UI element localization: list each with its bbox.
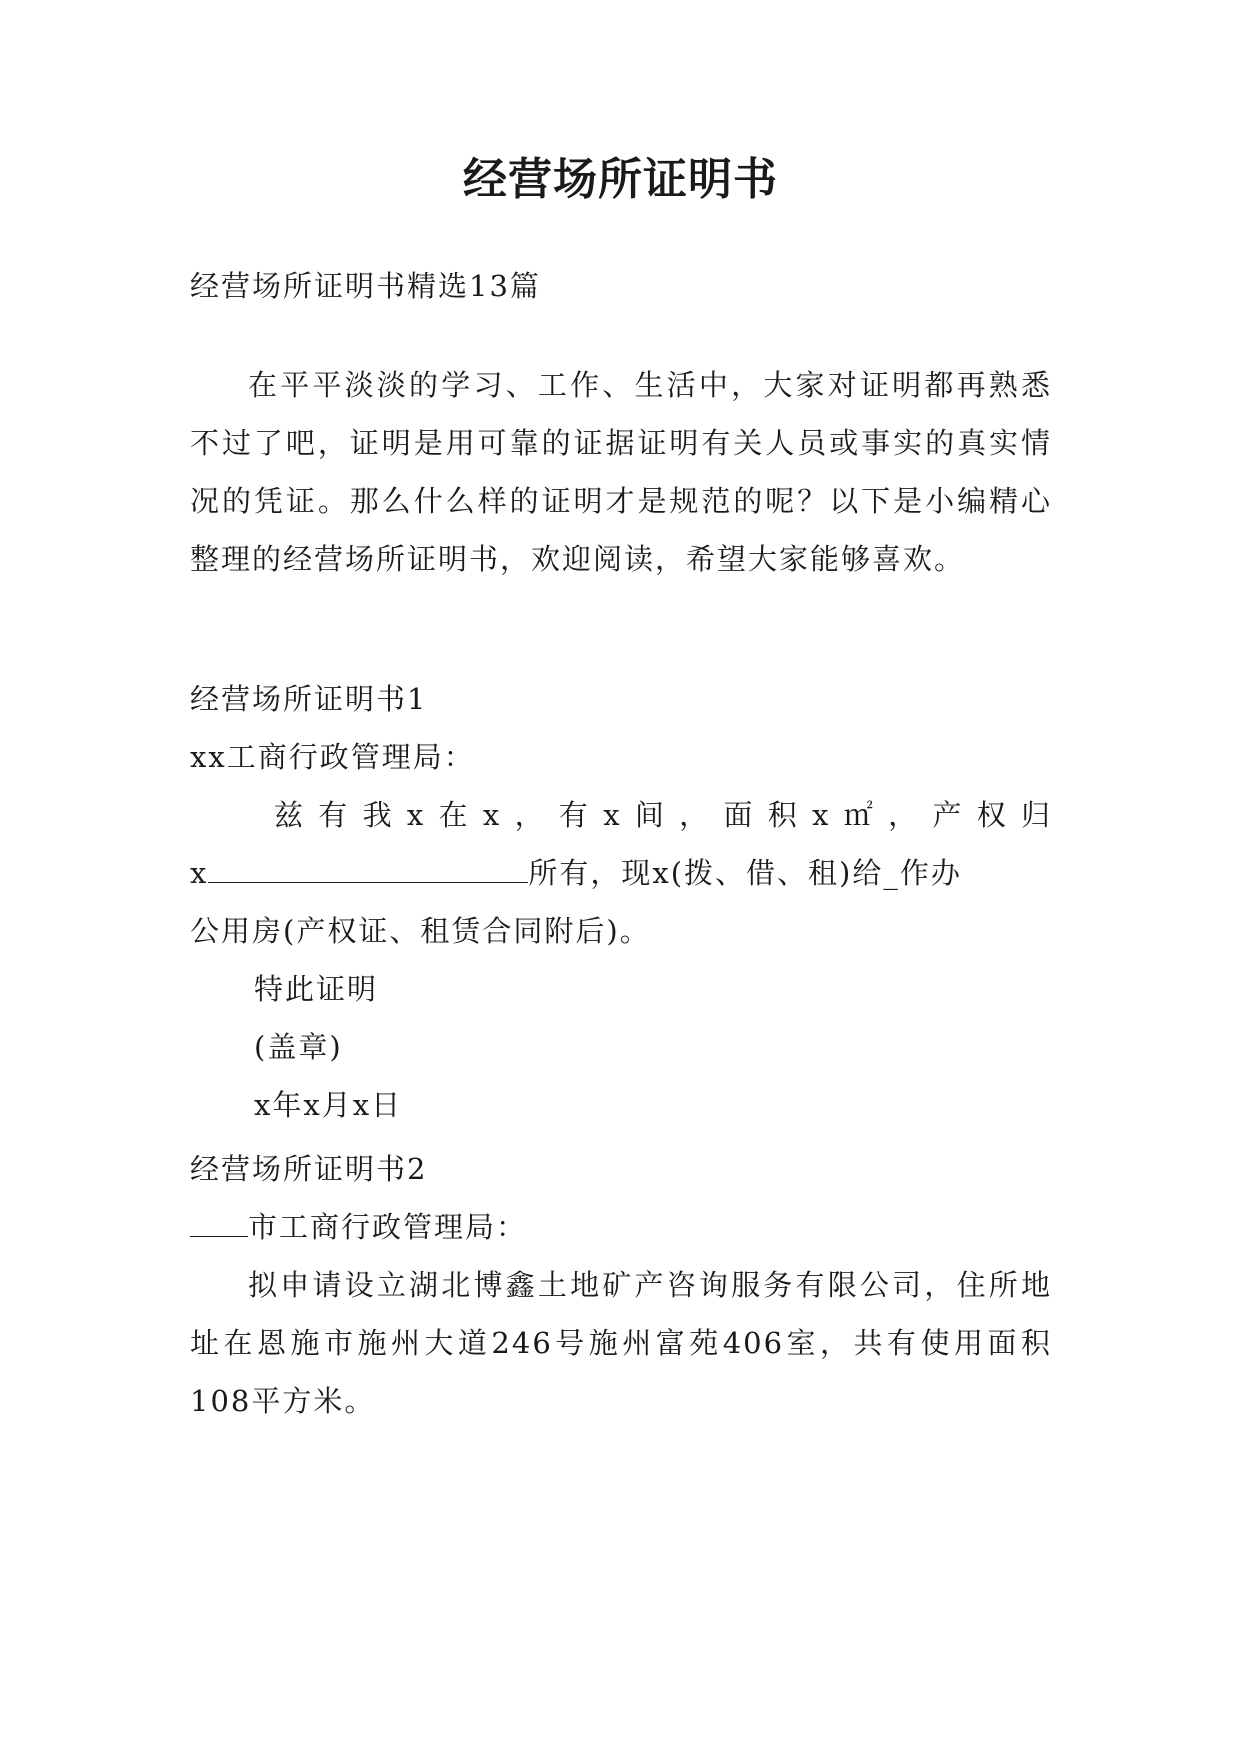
section-1-closing: 特此证明: [254, 972, 379, 1006]
intro-block: [190, 356, 1052, 588]
section-1-line-3: 公用房(产权证、租赁合同附后)。: [190, 914, 651, 948]
section-1-addressee: xx工商行政管理局：: [190, 740, 475, 774]
section-1-line-2: [190, 844, 1052, 902]
section-2: [190, 1140, 1052, 1430]
fill-in-blank: [190, 1206, 248, 1237]
section-2-body: 拟申请设立湖北博鑫土地矿产咨询服务有限公司，住所地址在恩施市施州大道246号施州富苑406室，共有使用面积108平方米。: [190, 1268, 1052, 1418]
section-1-seal: (盖章): [254, 1030, 343, 1064]
section-1-line-1: 兹有我x在x，有x间，面积x㎡，产权归: [274, 798, 1052, 832]
section-1-heading: 经营场所证明书1: [190, 682, 428, 716]
fill-in-blank: [208, 852, 528, 883]
section-1-line-2-suffix: 所有，现x(拨、借、租)给_作办: [528, 856, 962, 890]
document-title: 经营场所证明书: [463, 154, 778, 205]
section-1: [190, 670, 1052, 1134]
document-body: [190, 257, 1052, 315]
intro-paragraph: 在平平淡淡的学习、工作、生活中，大家对证明都再熟悉不过了吧，证明是用可靠的证据证明有关人员或事实的真实情况的凭证。那么什么样的证明才是规范的呢？以下是小编精心整理的经营场所证明书，欢迎阅读，希望大家能够喜欢。: [190, 368, 1052, 576]
section-2-addressee-text: 市工商行政管理局：: [248, 1210, 528, 1244]
section-1-line-2-prefix: x: [190, 856, 209, 890]
section-2-heading: 经营场所证明书2: [190, 1152, 428, 1186]
section-1-date: x年x月x日: [254, 1088, 403, 1122]
document-subtitle: 经营场所证明书精选13篇: [190, 269, 541, 303]
section-2-addressee: [190, 1198, 1052, 1256]
